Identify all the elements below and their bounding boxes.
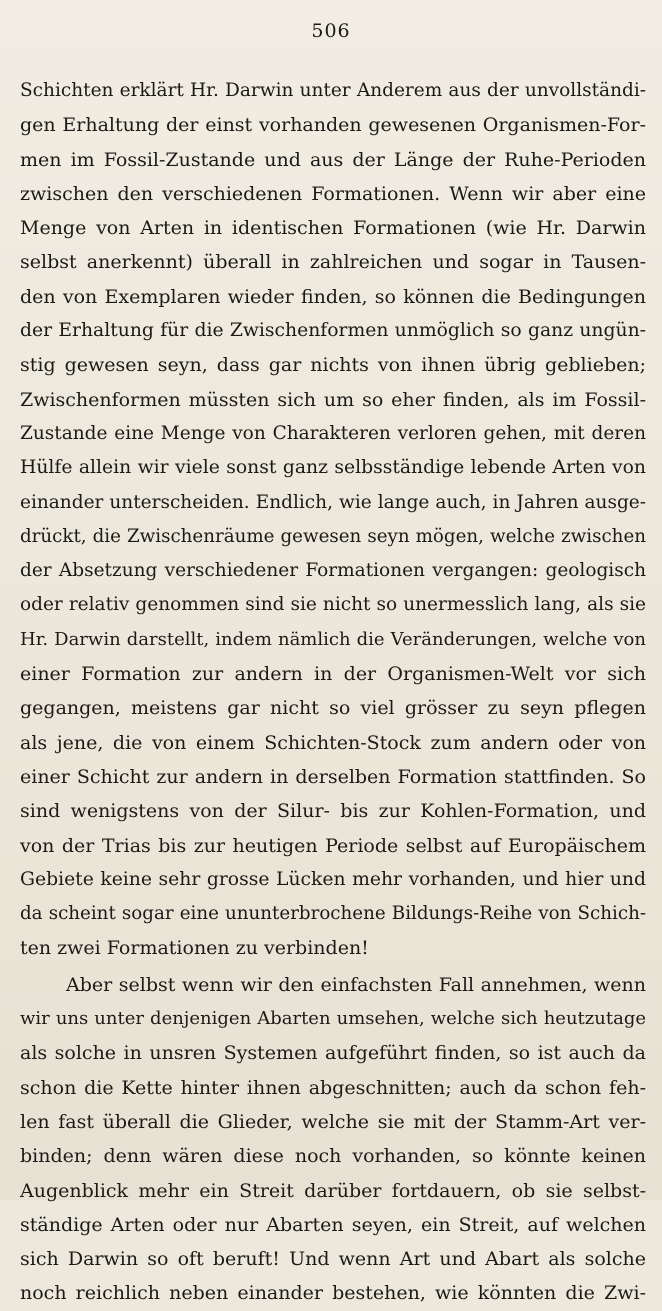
text-line: selbst anerkennt) überall in zahlreichen und sogar in Tausen- [20, 251, 646, 274]
text-line: der Erhaltung für die Zwischenformen unmöglich so ganz ungün- [20, 320, 646, 342]
text-line: Hr. Darwin darstellt, indem nämlich die Veränderungen, welche von [20, 628, 646, 650]
text-line: binden; denn wären diese noch vorhanden, so könnte keinen [20, 1145, 646, 1168]
text-line: men im Fossil-Zustande und aus der Länge der Ruhe-Perioden [20, 148, 646, 171]
text-line: einer Schicht zur andern in derselben Formation stattfinden. So [20, 765, 646, 788]
text-line: gen Erhaltung der einst vorhanden gewesenen Organismen-For- [20, 114, 646, 137]
text-line: gegangen, meistens gar nicht so viel grösser zu seyn pflegen [20, 697, 646, 720]
text-line: den von Exemplaren wieder finden, so können die Bedingungen [20, 285, 646, 308]
text-line: Zustande eine Menge von Charakteren verloren gehen, mit deren [20, 422, 646, 444]
text-line: Zwischenformen müssten sich um so eher finden, als im Fossil- [20, 388, 646, 411]
text-line: zwischen den verschiedenen Formationen. Wenn wir aber eine [20, 182, 646, 205]
text-line: einander unterscheiden. Endlich, wie lange auch, in Jahren ausge- [20, 491, 646, 513]
text-line: oder relativ genommen sind sie nicht so unermesslich lang, als sie [20, 594, 646, 616]
paragraph [20, 968, 646, 1311]
paragraph [20, 74, 646, 966]
text-line: Menge von Arten in identischen Formationen (wie Hr. Darwin [20, 217, 646, 240]
text-line: len fast überall die Glieder, welche sie mit der Stamm-Art ver- [20, 1110, 646, 1133]
text-line: einer Formation zur andern in der Organismen-Welt vor sich [20, 663, 646, 686]
text-line: noch reichlich neben einander bestehen, wie könnten die Zwi- [20, 1282, 646, 1305]
text-line: Gebiete keine sehr grosse Lücken mehr vorhanden, und hier und [20, 868, 646, 890]
text-line: ten zwei Formationen zu verbinden! [20, 937, 369, 960]
text-line: wir uns unter denjenigen Abarten umsehen, welche sich heutzutage [20, 1008, 646, 1030]
text-line: drückt, die Zwischenräume gewesen seyn mögen, welche zwischen [20, 525, 646, 547]
body-text [20, 74, 646, 1311]
text-line: Augenblick mehr ein Streit darüber fortdauern, ob sie selbst- [20, 1179, 646, 1202]
text-line: ständige Arten oder nur Abarten seyen, ein Streit, auf welchen [20, 1213, 646, 1236]
text-line: Aber selbst wenn wir den einfachsten Fall annehmen, wenn [66, 973, 646, 996]
text-line: stig gewesen seyn, dass gar nichts von ihnen übrig geblieben; [20, 354, 646, 377]
text-line: Hülfe allein wir viele sonst ganz selbsständige lebende Arten von [20, 457, 646, 479]
text-line: da scheint sogar eine ununterbrochene Bildungs-Reihe von Schich- [20, 903, 646, 925]
text-line: sind wenigstens von der Silur- bis zur Kohlen-Formation, und [20, 800, 646, 823]
text-line: der Absetzung verschiedener Formationen vergangen: geologisch [20, 560, 646, 582]
text-line: als solche in unsren Systemen aufgeführt finden, so ist auch da [20, 1042, 646, 1065]
text-line: von der Trias bis zur heutigen Periode selbst auf Europäischem [20, 834, 646, 857]
text-line: Schichten erklärt Hr. Darwin unter Anderem aus der unvollständi- [20, 80, 646, 101]
text-line: als jene, die von einem Schichten-Stock zum andern oder von [20, 731, 646, 754]
page-number: 506 [311, 20, 351, 42]
text-line: schon die Kette hinter ihnen abgeschnitten; auch da schon feh- [20, 1076, 646, 1099]
text-line: sich Darwin so oft beruft! Und wenn Art und Abart als solche [20, 1248, 646, 1271]
